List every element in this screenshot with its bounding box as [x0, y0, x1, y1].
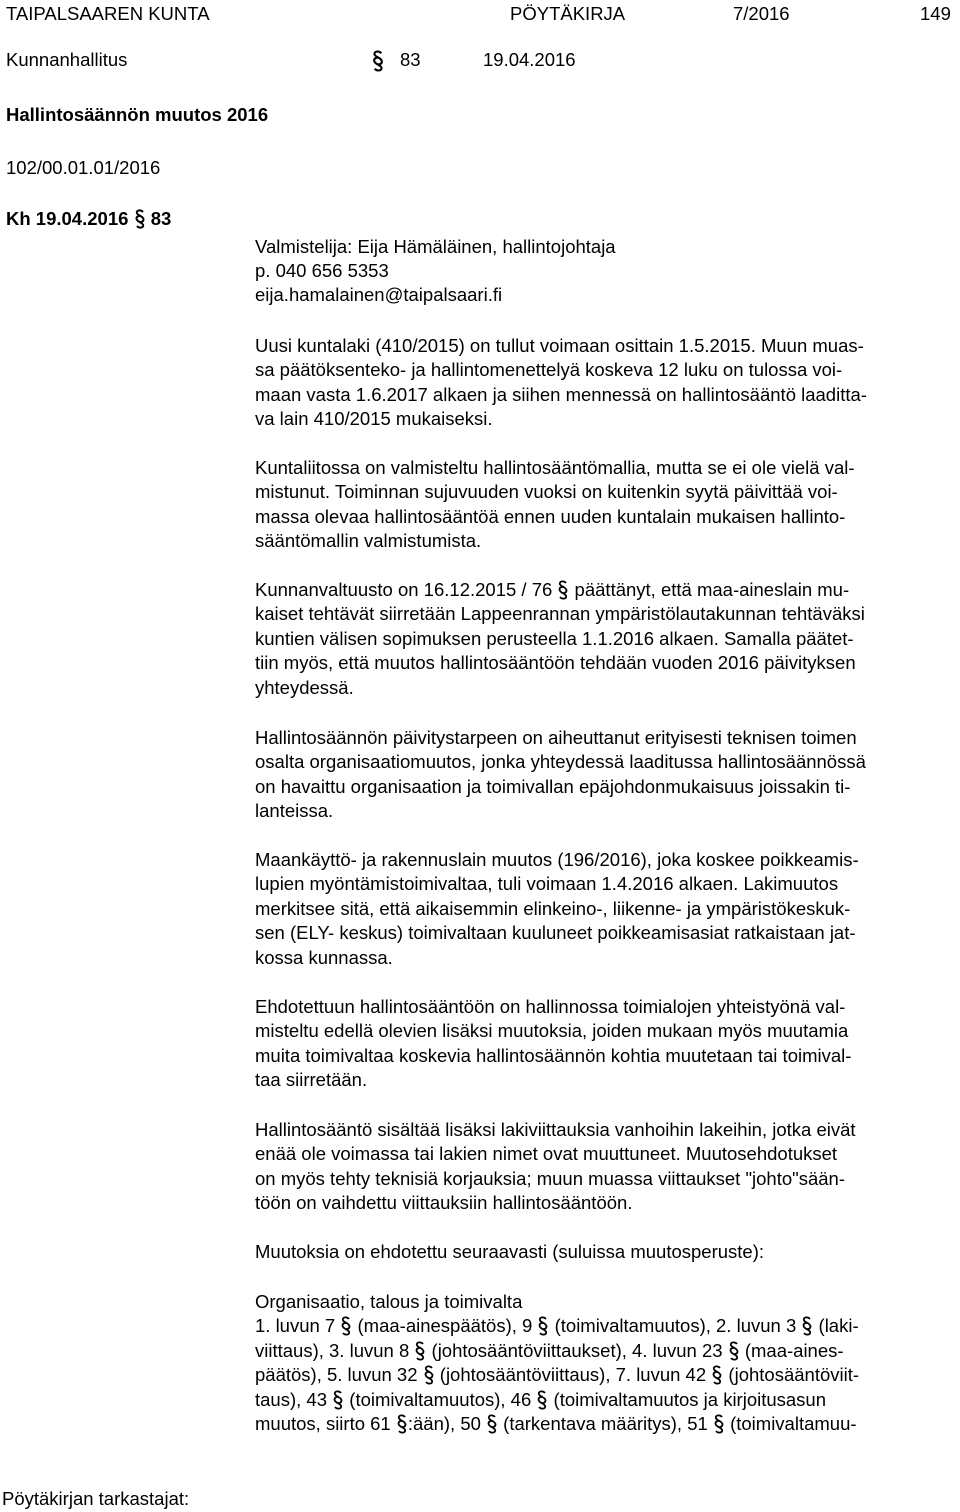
item-title: Hallintosäännön muutos 2016 — [6, 104, 269, 125]
paragraph-line: Kuntaliitossa on valmisteltu hallintosääntömallia, mutta se ei ole vielä val- — [255, 457, 855, 478]
paragraph-line: Organisaatio, talous ja toimivalta — [255, 1291, 523, 1312]
section-mark-icon — [714, 1414, 724, 1434]
doc-type: PÖYTÄKIRJA — [510, 3, 626, 24]
paragraph-3 — [255, 578, 960, 700]
paragraph-line: taus), 43 (toimivaltamuutos), 46 (toimivaltamuutos ja kirjoitusasun — [255, 1388, 827, 1410]
record-number: 102/00.01.01/2016 — [6, 157, 161, 178]
paragraph-line: merkitsee sitä, että aikaisemmin elinkeino-, liikenne- ja ympäristökeskuk- — [255, 897, 851, 919]
section-mark-icon — [729, 1341, 739, 1361]
paragraph-line: on myös tehty teknisiä korjauksia; muun muassa viittaukset "johto"sään- — [255, 1167, 845, 1189]
paragraph-line: viittaus), 3. luvun 8 (johtosääntöviittaukset), 4. luvun 23 (maa-aines- — [255, 1339, 844, 1361]
paragraph-line: Muutoksia on ehdotettu seuraavasti (suluissa muutosperuste): — [255, 1241, 765, 1262]
paragraph-1 — [255, 334, 960, 432]
minutes-checkers-label: Pöytäkirjan tarkastajat: — [2, 1488, 190, 1509]
paragraph-line: muita toimivaltaa koskevia hallintosäännön kohtia muutetaan tai toimival- — [255, 1044, 852, 1066]
section-mark-icon — [372, 50, 384, 78]
paragraph-line: Kunnanvaltuusto on 16.12.2015 / 76 päättänyt, että maa-aineslain mu- — [255, 579, 850, 600]
section-mark-icon — [712, 1365, 722, 1385]
preparer-phone: p. 040 656 5353 — [255, 260, 389, 281]
paragraph-line: sa päätöksenteko- ja hallintomenettelyä koskeva 12 luku on tulossa voi- — [255, 359, 843, 381]
paragraph-2 — [255, 456, 960, 554]
paragraph-line: massa olevaa hallintosääntöä ennen uuden kuntalain mukaisen hallinto- — [255, 505, 846, 527]
paragraph-line: tiin myös, että muutos hallintosääntöön tehdään vuoden 2016 päivityksen — [255, 652, 856, 674]
paragraph-8 — [255, 1240, 960, 1264]
paragraph-line: kossa kunnassa. — [255, 946, 393, 968]
section-mark-icon — [333, 1390, 343, 1410]
paragraph-line: lanteissa. — [255, 800, 334, 822]
paragraph-line: lupien myöntämistoimivaltaa, tuli voimaan 1.4.2016 alkaen. Lakimuutos — [255, 873, 839, 895]
page-number: 149 — [920, 3, 951, 24]
meeting-reference — [6, 207, 171, 231]
org-name: TAIPALSAAREN KUNTA — [6, 3, 210, 24]
paragraph-line: kaiset tehtävät siirretään Lappeenrannan ympäristölautakunnan tehtäväksi — [255, 603, 865, 625]
paragraph-line: maan vasta 1.6.2017 alkaen ja siihen mennessä on hallintosääntö laaditta- — [255, 383, 867, 405]
paragraph-line: taa siirretään. — [255, 1069, 368, 1091]
meeting-ref-prefix: Kh 19.04.2016 — [6, 208, 129, 229]
paragraph-line: osalta organisaatiomuutos, jonka yhteydessä laaditussa hallintosäännössä — [255, 751, 866, 773]
paragraph-line: mistunut. Toiminnan sujuvuuden vuoksi on kuitenkin syytä päivittää voi- — [255, 481, 838, 503]
meeting-body: Kunnanhallitus — [6, 49, 128, 70]
paragraph-line: yhteydessä. — [255, 676, 354, 698]
meeting-ref-number: 83 — [150, 208, 172, 229]
paragraph-line: sen (ELY- keskus) toimivaltaan kuuluneet poikkeamisasiat ratkaistaan jat- — [255, 922, 856, 944]
preparer-email[interactable]: eija.hamalainen@taipalsaari.fi — [255, 284, 503, 305]
paragraph-5 — [255, 848, 960, 970]
paragraph-line: enää ole voimassa tai lakien nimet ovat muuttuneet. Muutosehdotukset — [255, 1143, 838, 1165]
section-mark-icon — [397, 1414, 407, 1434]
section-mark-icon — [558, 580, 568, 600]
paragraph-line: töön on vaihdettu viittauksiin hallintosääntöön. — [255, 1192, 633, 1214]
issue-number: 7/2016 — [733, 3, 790, 24]
paragraph-9 — [255, 1290, 960, 1436]
section-mark-icon — [415, 1341, 425, 1361]
meeting-date: 19.04.2016 — [483, 49, 576, 70]
paragraph-line: muutos, siirto 61 :ään), 50 (tarkentava määritys), 51 (toimivaltamuu- — [255, 1413, 857, 1435]
paragraph-line: päätös), 5. luvun 32 (johtosääntöviittaus), 7. luvun 42 (johtosääntöviit- — [255, 1364, 860, 1386]
paragraph-line: Hallintosääntö sisältää lisäksi lakiviittauksia vanhoihin lakeihin, jotka eivät — [255, 1119, 856, 1140]
paragraph-line: 1. luvun 7 (maa-ainespäätös), 9 (toimivaltamuutos), 2. luvun 3 (laki- — [255, 1315, 859, 1337]
paragraph-line: va lain 410/2015 mukaiseksi. — [255, 408, 493, 430]
paragraph-7 — [255, 1118, 960, 1216]
paragraph-line: Hallintosäännön päivitystarpeen on aiheuttanut erityisesti teknisen toimen — [255, 727, 857, 748]
paragraph-4 — [255, 726, 960, 824]
paragraph-line: on havaittu organisaation ja toimivallan epäjohdonmukaisuus joissakin ti- — [255, 775, 851, 797]
paragraph-line: kuntien välisen sopimuksen perusteella 1.1.2016 alkaen. Samalla päätet- — [255, 627, 854, 649]
section-mark-icon — [487, 1414, 497, 1434]
paragraph-6 — [255, 995, 960, 1093]
section-mark-icon — [802, 1316, 812, 1336]
preparer-name: Valmistelija: Eija Hämäläinen, hallintojohtaja — [255, 236, 616, 257]
section-mark-icon — [341, 1316, 351, 1336]
paragraph-line: misteltu edellä olevien lisäksi muutoksia, joiden mukaan myös muutamia — [255, 1020, 849, 1042]
section-mark-icon — [538, 1316, 548, 1336]
section-number: 83 — [400, 49, 421, 70]
section-mark-icon — [135, 209, 145, 229]
section-mark-icon — [424, 1365, 434, 1385]
paragraph-line: sääntömallin valmistumista. — [255, 530, 482, 552]
paragraph-line: Ehdotettuun hallintosääntöön on hallinnossa toimialojen yhteistyönä val- — [255, 996, 846, 1017]
paragraph-line: Uusi kuntalaki (410/2015) on tullut voimaan osittain 1.5.2015. Muun muas- — [255, 335, 864, 356]
paragraph-line: Maankäyttö- ja rakennuslain muutos (196/2016), joka koskee poikkeamis- — [255, 849, 859, 870]
section-mark-icon — [537, 1390, 547, 1410]
